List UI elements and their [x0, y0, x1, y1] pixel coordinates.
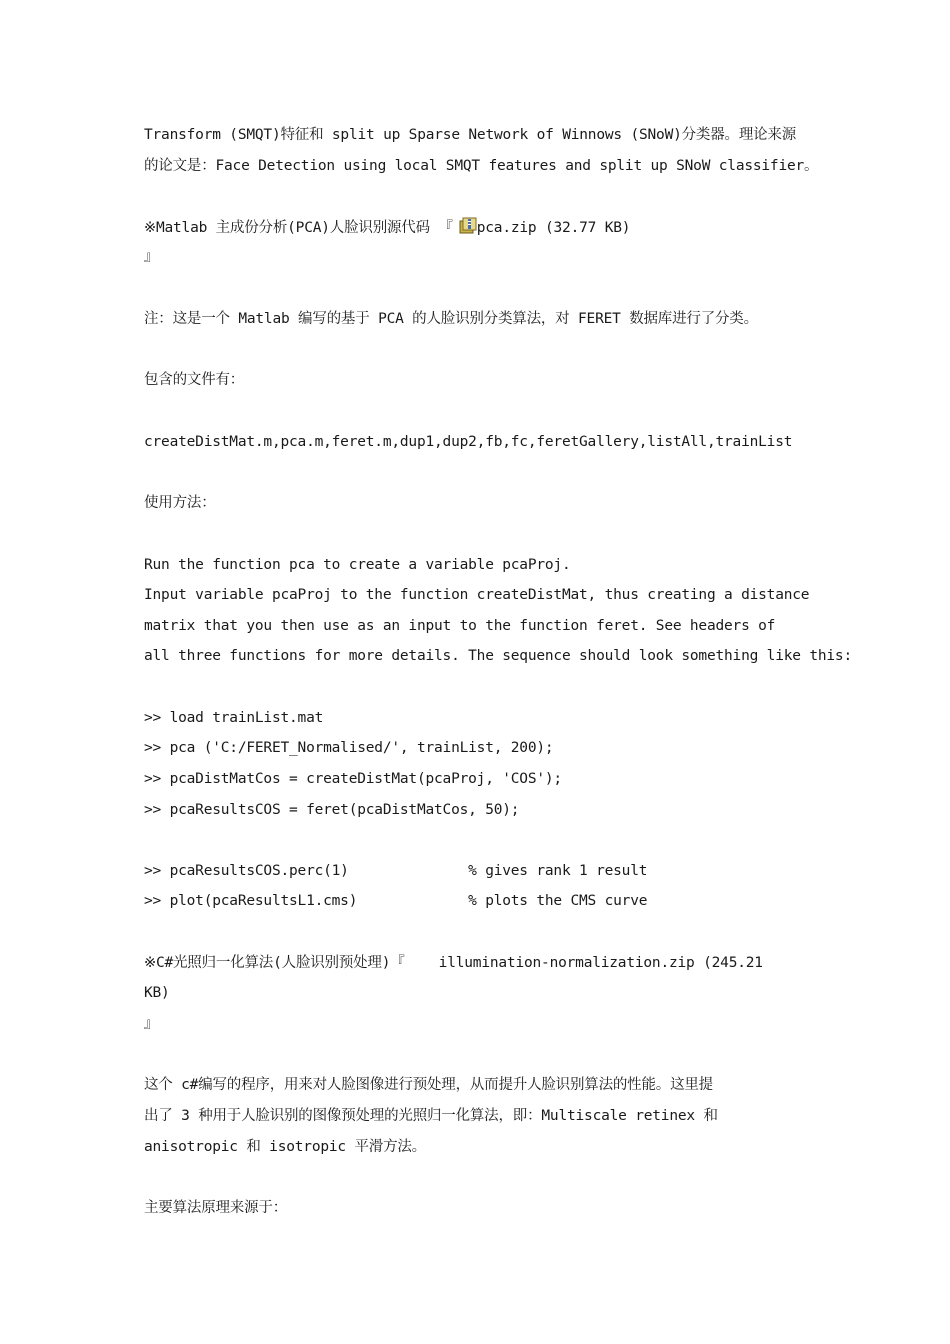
illumination-download-line[interactable]: ※C#光照归一化算法(人脸识别预处理)『 illumination-normalization.zip (245.21 — [144, 955, 763, 971]
usage-line: all three functions for more details. The sequence should look something like this: — [144, 648, 852, 664]
zip-archive-icon — [459, 217, 477, 235]
pca-heading: ※Matlab 主成份分析(PCA)人脸识别源代码 『 — [144, 220, 453, 236]
usage-line: Input variable pcaProj to the function createDistMat, thus creating a distance — [144, 587, 810, 603]
paragraph-line: 使用方法： — [144, 495, 216, 511]
pca-download-line — [144, 217, 809, 237]
paragraph-line: KB) — [144, 985, 170, 1001]
code-line: >> load trainList.mat — [144, 710, 324, 726]
code-line: >> pca ('C:/FERET_Normalised/', trainList, 200); — [144, 740, 554, 756]
paragraph-line: 包含的文件有： — [144, 372, 245, 388]
bracket-close: 』 — [144, 249, 159, 265]
usage-line: matrix that you then use as an input to the function feret. See headers of — [144, 618, 776, 634]
paragraph-line: anisotropic 和 isotropic 平滑方法。 — [144, 1139, 426, 1155]
code-line: >> pcaResultsCOS.perc(1) % gives rank 1 result — [144, 863, 648, 879]
code-line: >> pcaResultsCOS = feret(pcaDistMatCos, 50); — [144, 802, 520, 818]
paragraph-line: 出了 3 种用于人脸识别的图像预处理的光照归一化算法，即：Multiscale retinex 和 — [144, 1108, 718, 1124]
code-line: >> plot(pcaResultsL1.cms) % plots the CMS curve — [144, 893, 648, 909]
file-list-line: createDistMat.m,pca.m,feret.m,dup1,dup2,fb,fc,feretGallery,listAll,trainList — [144, 434, 793, 450]
pca-zip-link[interactable]: pca.zip (32.77 KB) — [476, 220, 631, 236]
paragraph-line: 主要算法原理来源于： — [144, 1200, 287, 1216]
paragraph-line: Transform (SMQT)特征和 split up Sparse Network of Winnows (SNoW)分类器。理论来源 — [144, 127, 797, 143]
usage-line: Run the function pca to create a variable pcaProj. — [144, 557, 571, 573]
bracket-close: 』 — [144, 1016, 159, 1032]
code-line: >> pcaDistMatCos = createDistMat(pcaProj, 'COS'); — [144, 771, 562, 787]
paragraph-line: 注：这是一个 Matlab 编写的基于 PCA 的人脸识别分类算法，对 FERET 数据库进行了分类。 — [144, 311, 758, 327]
paragraph-line: 这个 c#编写的程序，用来对人脸图像进行预处理，从而提升人脸识别算法的性能。这里提 — [144, 1077, 713, 1093]
paragraph-line: 的论文是：Face Detection using local SMQT features and split up SNoW classifier。 — [144, 158, 819, 174]
